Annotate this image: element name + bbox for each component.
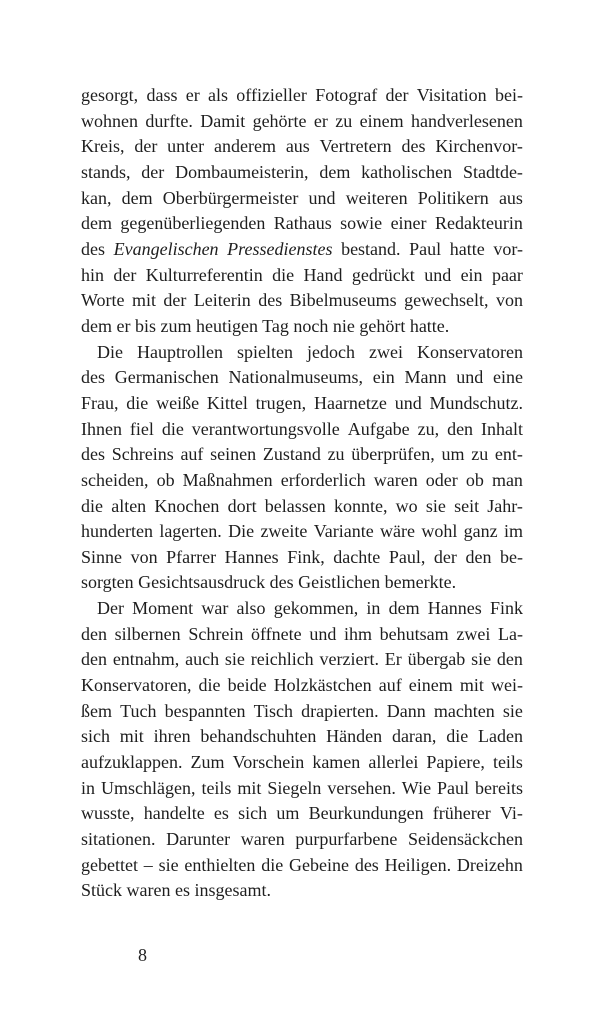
word: Heiligen.: [384, 854, 452, 875]
word: Fotograf: [315, 85, 378, 105]
word: Hannes: [427, 598, 482, 619]
word: sich: [81, 726, 110, 747]
word: hunderten: [81, 521, 153, 542]
word: von: [495, 290, 523, 311]
text-line: [81, 314, 523, 340]
word: Kirchenvor-: [435, 136, 523, 157]
text-line: [81, 391, 523, 417]
word: waren: [373, 469, 418, 490]
word: Leiterin: [193, 290, 251, 311]
word: Visitation: [416, 85, 487, 105]
word: alten: [111, 495, 147, 516]
word: Variante: [313, 521, 374, 542]
word: –: [143, 854, 153, 875]
word: den: [496, 649, 523, 670]
word: Paul: [437, 777, 470, 798]
word: Fink,: [287, 546, 325, 567]
word: Mann: [404, 367, 447, 388]
word: be-: [500, 546, 523, 567]
word: teils: [492, 752, 523, 773]
text-line: [81, 83, 523, 109]
word: übergab: [407, 649, 466, 670]
word: die: [261, 854, 284, 875]
word: Damit: [200, 110, 246, 131]
word: sie: [158, 854, 179, 875]
text-line: [81, 622, 523, 648]
word: zwei: [456, 623, 491, 644]
word: ihm: [343, 623, 372, 644]
text-line: [81, 211, 523, 237]
text-segment: Stück waren es insgesamt.: [81, 880, 271, 901]
word: Vorschein: [232, 752, 305, 773]
word: mit: [131, 290, 156, 311]
text-line: [81, 109, 523, 135]
word: allerlei: [368, 752, 419, 773]
word: Seidensäckchen: [408, 829, 523, 850]
word: der: [113, 264, 137, 285]
word: auf: [180, 444, 204, 465]
word: dass: [146, 85, 178, 105]
word: Tuch: [120, 700, 157, 721]
word: der: [141, 161, 165, 182]
word: machten: [433, 700, 495, 721]
text-line: [81, 186, 523, 212]
word: fiel: [129, 418, 154, 439]
word: die: [198, 675, 221, 696]
word: trugen,: [255, 392, 307, 413]
word: Tisch: [253, 700, 294, 721]
word: erforderlich: [280, 469, 366, 490]
word: dachte: [333, 546, 381, 567]
word: Papiere,: [426, 752, 485, 773]
paragraph: [81, 340, 523, 597]
paragraph: [81, 596, 523, 904]
word: konnte,: [333, 495, 388, 516]
text-line: [81, 545, 523, 571]
word: Zum: [190, 752, 225, 773]
word: Hannes: [224, 546, 279, 567]
word: sie: [224, 649, 245, 670]
word: den: [81, 649, 107, 670]
word: als: [208, 85, 228, 105]
word: vor-: [493, 238, 523, 259]
word: behutsam: [379, 623, 449, 644]
word: auch: [185, 649, 220, 670]
word: drapierten.: [301, 700, 379, 721]
word: zu,: [417, 418, 440, 439]
word: des: [354, 854, 379, 875]
word: lagerten.: [159, 521, 222, 542]
word: Bibelmuseums: [289, 290, 397, 311]
text-line: [81, 699, 523, 725]
word: gekommen,: [273, 598, 359, 619]
word: belassen: [264, 495, 326, 516]
page-number: 8: [138, 945, 147, 965]
paragraph: [81, 83, 523, 340]
word: der: [433, 546, 457, 567]
word: Dombaumeisterin,: [175, 161, 309, 182]
word: Stadtde-: [462, 161, 523, 182]
word: Der: [97, 598, 124, 619]
word: waren: [240, 829, 285, 850]
word: paar: [491, 264, 523, 285]
word: zu: [335, 110, 353, 131]
word: Schrein: [188, 623, 244, 644]
word: silbernen: [114, 623, 181, 644]
word: kan,: [81, 187, 112, 208]
word: versehen.: [327, 777, 396, 798]
word: zweite: [260, 521, 308, 542]
word: gewechselt,: [404, 290, 489, 311]
word: weiße: [156, 392, 200, 413]
text-line: [81, 776, 523, 802]
text-line: [81, 596, 523, 622]
word: wo: [395, 495, 418, 516]
word: beide: [227, 675, 267, 696]
word: weiteren: [345, 187, 408, 208]
text-line: [81, 417, 523, 443]
text-line: [81, 724, 523, 750]
word: sowie: [340, 213, 383, 234]
word: einer: [390, 213, 427, 234]
word: mit: [237, 777, 262, 798]
word: Holzkästchen: [273, 675, 372, 696]
page-text: [81, 83, 523, 904]
word: bei-: [494, 85, 523, 105]
word: bestand.: [341, 238, 401, 259]
text-line: [81, 801, 523, 827]
word: Oberbürgermeister: [162, 187, 299, 208]
word: bespannten: [164, 700, 246, 721]
word: der: [163, 290, 187, 311]
word: bereits: [475, 777, 523, 798]
word: handelte: [143, 803, 205, 824]
word: gehörte: [252, 110, 307, 131]
word: Konservatoren,: [81, 675, 192, 696]
word: Siegeln: [267, 777, 322, 798]
word: Vertretern: [319, 136, 392, 157]
word: Jahr-: [487, 495, 523, 516]
word: ent-: [494, 444, 523, 465]
word: gedrückt: [351, 264, 415, 285]
word: wäre: [380, 521, 416, 542]
word: ob: [465, 469, 484, 490]
word: gebettet: [81, 854, 138, 875]
word: zu: [471, 444, 489, 465]
word: öffnete: [250, 623, 302, 644]
text-line: [81, 878, 523, 904]
text-line: [81, 468, 523, 494]
word: ob: [156, 469, 175, 490]
word: wohl: [421, 521, 458, 542]
text-line: [81, 263, 523, 289]
word: sich: [238, 803, 268, 824]
word: die: [161, 418, 184, 439]
word: Hand: [303, 264, 343, 285]
word: man: [491, 469, 523, 490]
text-line: [81, 160, 523, 186]
word: des: [258, 290, 283, 311]
word: eine: [492, 367, 523, 388]
word: dort: [227, 495, 257, 516]
word: scheiden,: [81, 469, 149, 490]
word: gesorgt,: [81, 85, 139, 105]
word: also: [236, 598, 266, 619]
word: Germanischen: [114, 367, 219, 388]
word: daran,: [391, 726, 437, 747]
word: die: [81, 495, 103, 516]
word: teils: [201, 777, 232, 798]
word: katholischen: [361, 161, 453, 182]
word: Fink: [489, 598, 523, 619]
word: kamen: [312, 752, 361, 773]
word: ein: [460, 264, 483, 285]
word: sie: [471, 649, 492, 670]
word: es: [213, 803, 229, 824]
word: aus: [285, 136, 310, 157]
word: hin: [81, 264, 105, 285]
word: Kittel: [206, 392, 248, 413]
italic-word: Pressedienstes: [227, 238, 333, 259]
word: der: [385, 85, 409, 105]
word: Haarnetze: [313, 392, 387, 413]
text-line: [81, 340, 523, 366]
word: der: [134, 136, 158, 157]
word: Dann: [386, 700, 426, 721]
word: aus: [498, 187, 523, 208]
word: ein: [372, 367, 395, 388]
word: des: [81, 238, 105, 259]
word: Er: [384, 649, 402, 670]
word: verziert.: [319, 649, 379, 670]
word: entnahm,: [112, 649, 180, 670]
word: anderem: [214, 136, 276, 157]
word: die: [126, 392, 149, 413]
word: Rathaus: [273, 213, 332, 234]
word: ganz: [463, 521, 498, 542]
word: zwei: [369, 341, 404, 362]
word: Inhalt: [481, 418, 523, 439]
word: Hauptrollen: [137, 341, 223, 362]
text-line: [81, 827, 523, 853]
word: Ihnen: [81, 418, 122, 439]
word: Konservatoren: [417, 341, 523, 362]
word: den: [465, 546, 492, 567]
word: des: [401, 136, 426, 157]
word: offizieller: [236, 85, 307, 105]
word: mit: [119, 726, 144, 747]
word: den: [447, 418, 474, 439]
word: Aufgabe: [347, 418, 410, 439]
text-line: [81, 673, 523, 699]
word: um: [441, 444, 465, 465]
text-line: [81, 519, 523, 545]
word: Die: [228, 521, 255, 542]
word: Umschlägen,: [100, 777, 196, 798]
word: Vi-: [499, 803, 523, 824]
text-segment: dem er bis zum heutigen Tag noch nie gehört hatte.: [81, 315, 450, 336]
word: Politikern: [417, 187, 489, 208]
word: Knochen: [154, 495, 220, 516]
word: auf: [378, 675, 402, 696]
word: Wie: [401, 777, 432, 798]
word: aufzuklappen.: [81, 752, 183, 773]
word: Kulturreferentin: [145, 264, 263, 285]
word: oder: [425, 469, 458, 490]
word: mit: [459, 675, 484, 696]
text-line: [81, 570, 523, 596]
word: und: [424, 264, 452, 285]
word: Schreins: [111, 444, 174, 465]
word: sie: [502, 700, 523, 721]
word: er: [185, 85, 200, 105]
word: zu: [327, 444, 345, 465]
word: stands,: [81, 161, 131, 182]
word: hatte: [449, 238, 485, 259]
word: dem: [121, 187, 153, 208]
word: verantwortungsvolle: [191, 418, 340, 439]
word: dem: [319, 161, 351, 182]
text-line: [81, 134, 523, 160]
word: spielten: [237, 341, 294, 362]
word: einem: [408, 675, 453, 696]
word: Sinne: [81, 546, 123, 567]
word: wei-: [490, 675, 523, 696]
word: Darunter: [166, 829, 231, 850]
word: um: [276, 803, 300, 824]
text-line: [81, 442, 523, 468]
word: die: [446, 726, 469, 747]
word: Mundschutz.: [429, 392, 523, 413]
word: Pfarrer: [166, 546, 217, 567]
word: von: [130, 546, 158, 567]
word: Laden: [478, 726, 523, 747]
word: die: [272, 264, 295, 285]
word: jedoch: [307, 341, 356, 362]
text-line: [81, 288, 523, 314]
word: früherer: [432, 803, 491, 824]
word: überprüfen,: [351, 444, 435, 465]
word: und: [309, 623, 337, 644]
word: behandschuhten: [200, 726, 317, 747]
text-line: [81, 365, 523, 391]
word: und: [308, 187, 336, 208]
word: Nationalmuseums,: [228, 367, 363, 388]
text-line: [81, 237, 523, 263]
word: in: [81, 777, 96, 798]
word: des: [81, 444, 105, 465]
word: sitationen.: [81, 829, 156, 850]
word: Paul,: [388, 546, 426, 567]
word: Dreizehn: [456, 854, 523, 875]
word: La-: [498, 623, 523, 644]
word: des: [81, 367, 105, 388]
word: war: [201, 598, 229, 619]
word: Redakteurin: [434, 213, 523, 234]
word: den: [81, 623, 107, 644]
word: Die: [97, 341, 123, 362]
word: Beurkundungen: [308, 803, 424, 824]
word: in: [366, 598, 381, 619]
italic-word: Evangelischen: [113, 238, 219, 259]
word: im: [503, 521, 523, 542]
word: wohnen: [81, 110, 138, 131]
word: Worte: [81, 290, 125, 311]
word: er: [313, 110, 328, 131]
word: dem: [388, 598, 420, 619]
word: und: [456, 367, 484, 388]
word: seit: [454, 495, 480, 516]
word: unter: [167, 136, 205, 157]
word: und: [394, 392, 422, 413]
word: Zustand: [262, 444, 321, 465]
word: reichlich: [250, 649, 314, 670]
word: seinen: [210, 444, 257, 465]
word: Maßnahmen: [182, 469, 273, 490]
text-line: [81, 750, 523, 776]
word: Moment: [132, 598, 194, 619]
word: Paul: [409, 238, 442, 259]
text-line: [81, 853, 523, 879]
word: gegenüberliegenden: [120, 213, 266, 234]
word: Kreis,: [81, 136, 125, 157]
word: dem: [81, 213, 112, 234]
word: wusste,: [81, 803, 135, 824]
word: ßem: [81, 700, 112, 721]
word: Frau,: [81, 392, 119, 413]
word: einem: [359, 110, 404, 131]
text-segment: sorgten Gesichtsausdruck des Geistlichen bemerkte.: [81, 572, 457, 593]
text-line: [81, 647, 523, 673]
word: sie: [425, 495, 446, 516]
word: ihren: [153, 726, 191, 747]
text-line: [81, 494, 523, 520]
word: Händen: [326, 726, 383, 747]
word: durfte.: [145, 110, 193, 131]
word: purpurfarbene: [295, 829, 398, 850]
word: enthielten: [184, 854, 256, 875]
word: handverlesenen: [410, 110, 523, 131]
word: Gebeine: [289, 854, 349, 875]
